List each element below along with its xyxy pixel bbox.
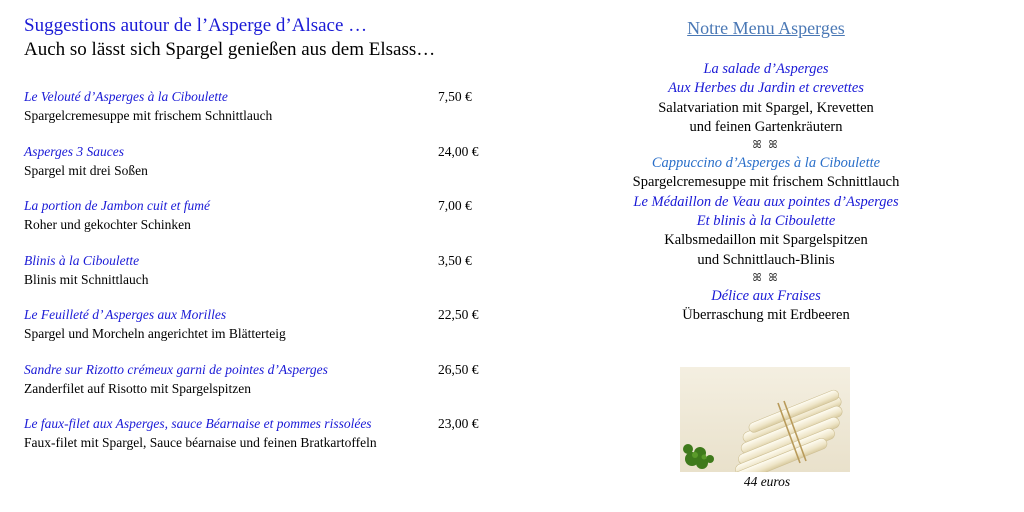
course3-name-de: Kalbsmedaillon mit Spargelspitzen	[664, 232, 868, 249]
item-price: 7,50 €	[438, 89, 472, 104]
item-name-fr: Le Velouté d’Asperges à la Ciboulette	[24, 89, 228, 104]
item-name-de: Blinis mit Schnittlauch	[24, 271, 149, 287]
course4-name-fr: Délice aux Fraises	[711, 287, 821, 304]
item-name-fr: Blinis à la Ciboulette	[24, 252, 140, 268]
item-name-de: Spargelcremesuppe mit frischem Schnittlauch	[24, 108, 273, 123]
item-name-de: Zanderfilet auf Risotto mit Spargelspitzen	[24, 380, 251, 396]
item-name-fr: Le faux-filet aux Asperges, sauce Béarnaise et pommes rissolées	[24, 416, 372, 431]
item-name-fr: Sandre sur Rizotto crémeux garni de pointes d’Asperges	[24, 361, 328, 377]
ornament-divider: ꕤ ꕤ	[752, 271, 780, 284]
course3-name-de-line2: und Schnittlauch-Blinis	[697, 251, 835, 268]
course1-name-de-line2: und feinen Gartenkräutern	[689, 118, 843, 135]
menu-item	[24, 143, 504, 198]
ornament-divider: ꕤ ꕤ	[752, 139, 780, 152]
suggestions-heading-fr: Suggestions autour de l’Asperge d’Alsace …	[24, 15, 368, 36]
item-price: 23,00 €	[438, 416, 479, 431]
set-menu-title[interactable]: Notre Menu Asperges	[687, 18, 845, 38]
set-menu-section	[600, 16, 932, 326]
menu-item	[24, 252, 504, 307]
course2-name-fr: Cappuccino d’Asperges à la Ciboulette	[651, 155, 881, 172]
course4-name-de: Überraschung mit Erdbeeren	[682, 307, 850, 324]
item-name-fr: Asperges 3 Sauces	[24, 143, 124, 159]
item-price: 22,50 €	[438, 307, 479, 322]
course1-name-fr-line2: Aux Herbes du Jardin et crevettes	[668, 80, 864, 97]
course3-name-fr-line2: Et blinis à la Ciboulette	[696, 213, 836, 230]
item-price: 26,50 €	[438, 361, 479, 377]
item-price: 3,50 €	[438, 252, 472, 268]
item-name-fr: Le Feuilleté d’ Asperges aux Morilles	[24, 307, 227, 322]
course1-name-de: Salatvariation mit Spargel, Krevetten	[658, 99, 874, 116]
menu-item	[24, 88, 504, 143]
item-name-de: Spargel und Morcheln angerichtet im Blätterteig	[24, 326, 286, 341]
menu-item	[24, 361, 504, 416]
item-price: 7,00 €	[438, 198, 472, 213]
item-name-de: Faux-filet mit Spargel, Sauce béarnaise und feinen Bratkartoffeln	[24, 435, 377, 450]
course2-name-de: Spargelcremesuppe mit frischem Schnittlauch	[632, 174, 900, 191]
item-price: 24,00 €	[438, 143, 479, 159]
suggestions-heading-de: Auch so lässt sich Spargel genießen aus dem Elsass…	[24, 39, 436, 60]
item-name-de: Spargel mit drei Soßen	[24, 162, 148, 178]
course1-name-fr: La salade d’Asperges	[703, 61, 829, 77]
item-name-fr: La portion de Jambon cuit et fumé	[24, 198, 210, 213]
item-name-de: Roher und gekochter Schinken	[24, 217, 191, 232]
asparagus-photo	[680, 367, 850, 472]
menu-item	[24, 306, 504, 361]
menu-item	[24, 197, 504, 252]
menu-item	[24, 415, 504, 470]
course3-name-fr: Le Médaillon de Veau aux pointes d’Asperges	[633, 193, 899, 210]
suggestions-section	[24, 14, 504, 450]
set-menu-price: 44 euros	[743, 474, 791, 489]
suggestions-list	[24, 88, 504, 470]
